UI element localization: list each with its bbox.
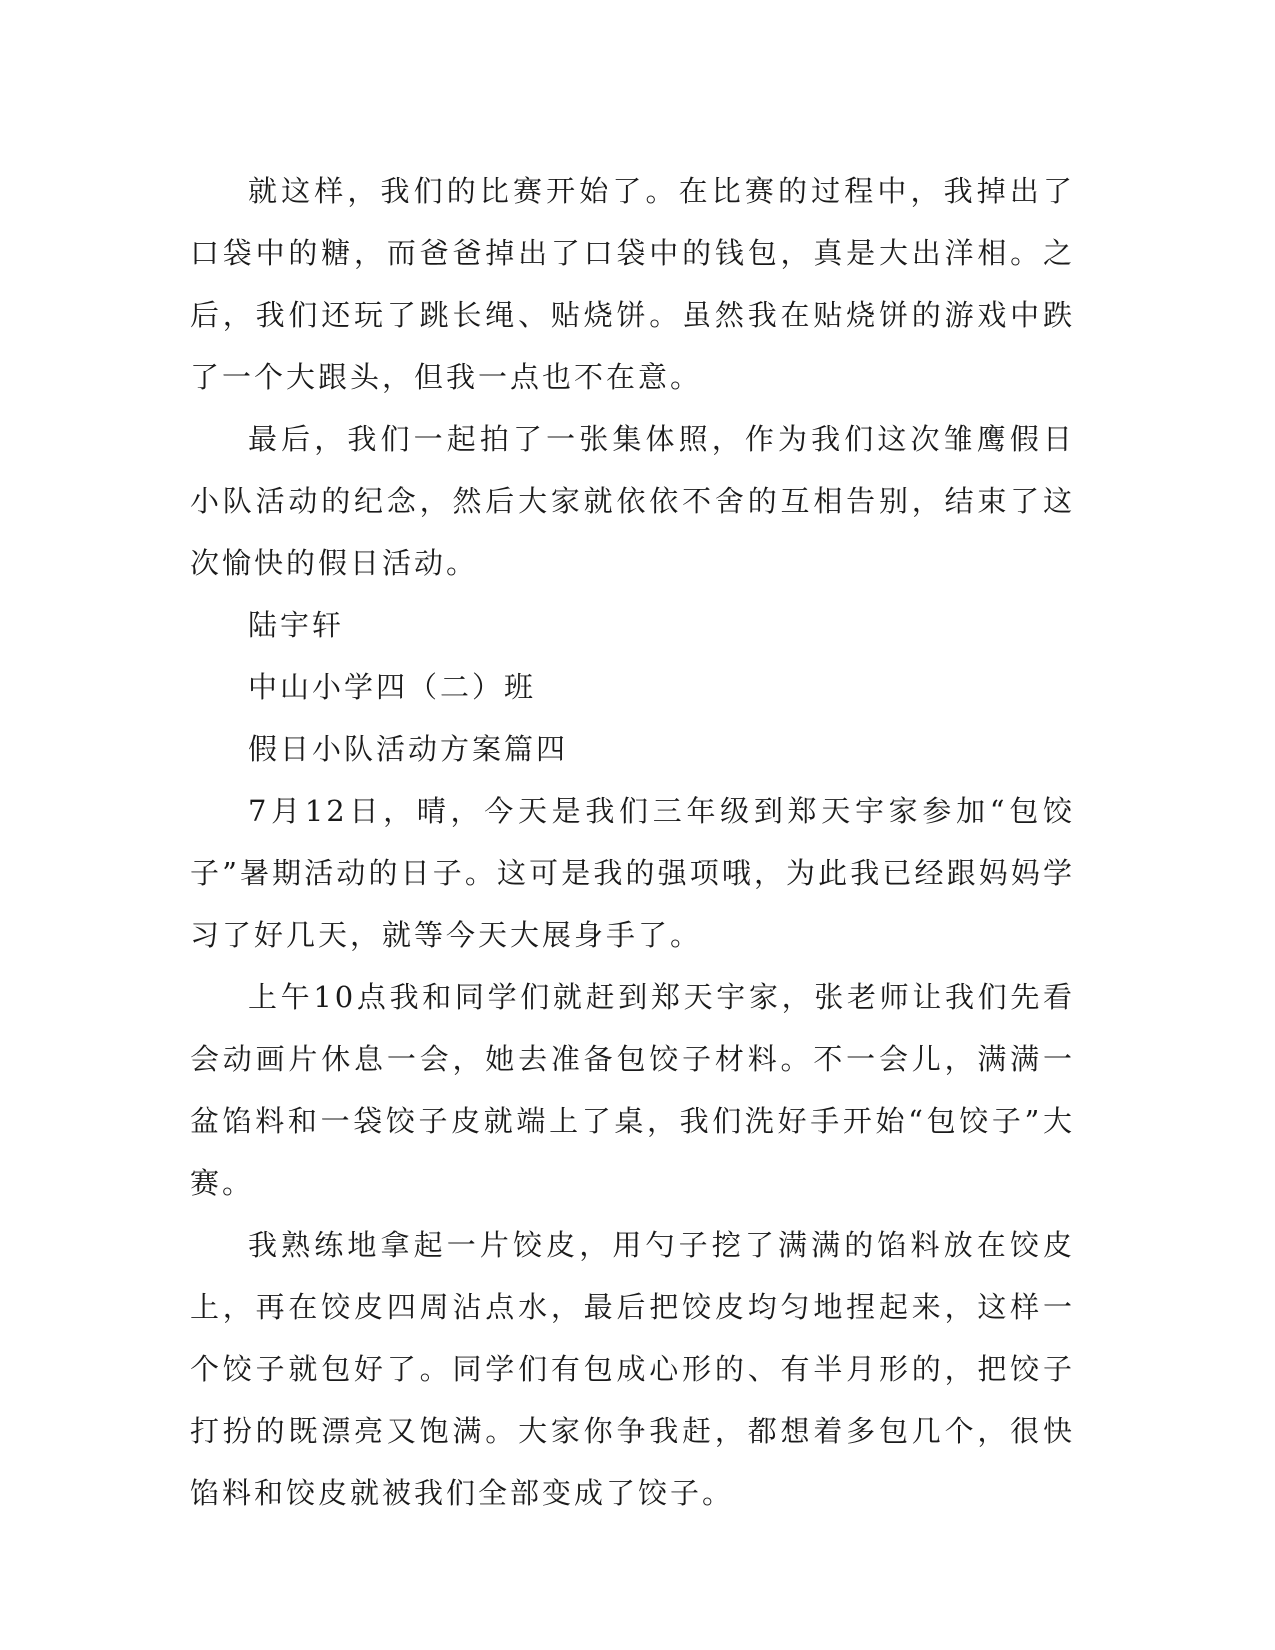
paragraph-making-dumplings: 我熟练地拿起一片饺皮，用勺子挖了满满的馅料放在饺皮上，再在饺皮四周沾点水，最后把饺皮均匀地捏起来，这样一个饺子就包好了。同学们有包成心形的、有半月形的，把饺子打扮的既漂亮又饱满。大家你争我赶，都想着多包几个，很快馅料和饺皮就被我们全部变成了饺子。: [190, 1228, 1075, 1510]
document-body: [190, 160, 1075, 1524]
paragraph-group-photo: 最后，我们一起拍了一张集体照，作为我们这次雏鹰假日小队活动的纪念，然后大家就依依不舍的互相告别，结束了这次愉快的假日活动。: [190, 422, 1075, 580]
school-class: 中山小学四（二）班: [248, 670, 537, 704]
paragraph-arrival: 上午10点我和同学们就赶到郑天宇家，张老师让我们先看会动画片休息一会，她去准备包饺子材料。不一会儿，满满一盆馅料和一袋饺子皮就端上了桌，我们洗好手开始“包饺子”大赛。: [190, 980, 1075, 1200]
paragraph-date-intro: 7月12日，晴，今天是我们三年级到郑天宇家参加“包饺子”暑期活动的日子。这可是我的强项哦，为此我已经跟妈妈学习了好几天，就等今天大展身手了。: [190, 794, 1075, 952]
paragraph-contest: 就这样，我们的比赛开始了。在比赛的过程中，我掉出了口袋中的糖，而爸爸掉出了口袋中的钱包，真是大出洋相。之后，我们还玩了跳长绳、贴烧饼。虽然我在贴烧饼的游戏中跌了一个大跟头，但我一点也不在意。: [190, 174, 1075, 394]
author-name: 陆宇轩: [248, 608, 345, 642]
section-title: 假日小队活动方案篇四: [248, 732, 569, 766]
